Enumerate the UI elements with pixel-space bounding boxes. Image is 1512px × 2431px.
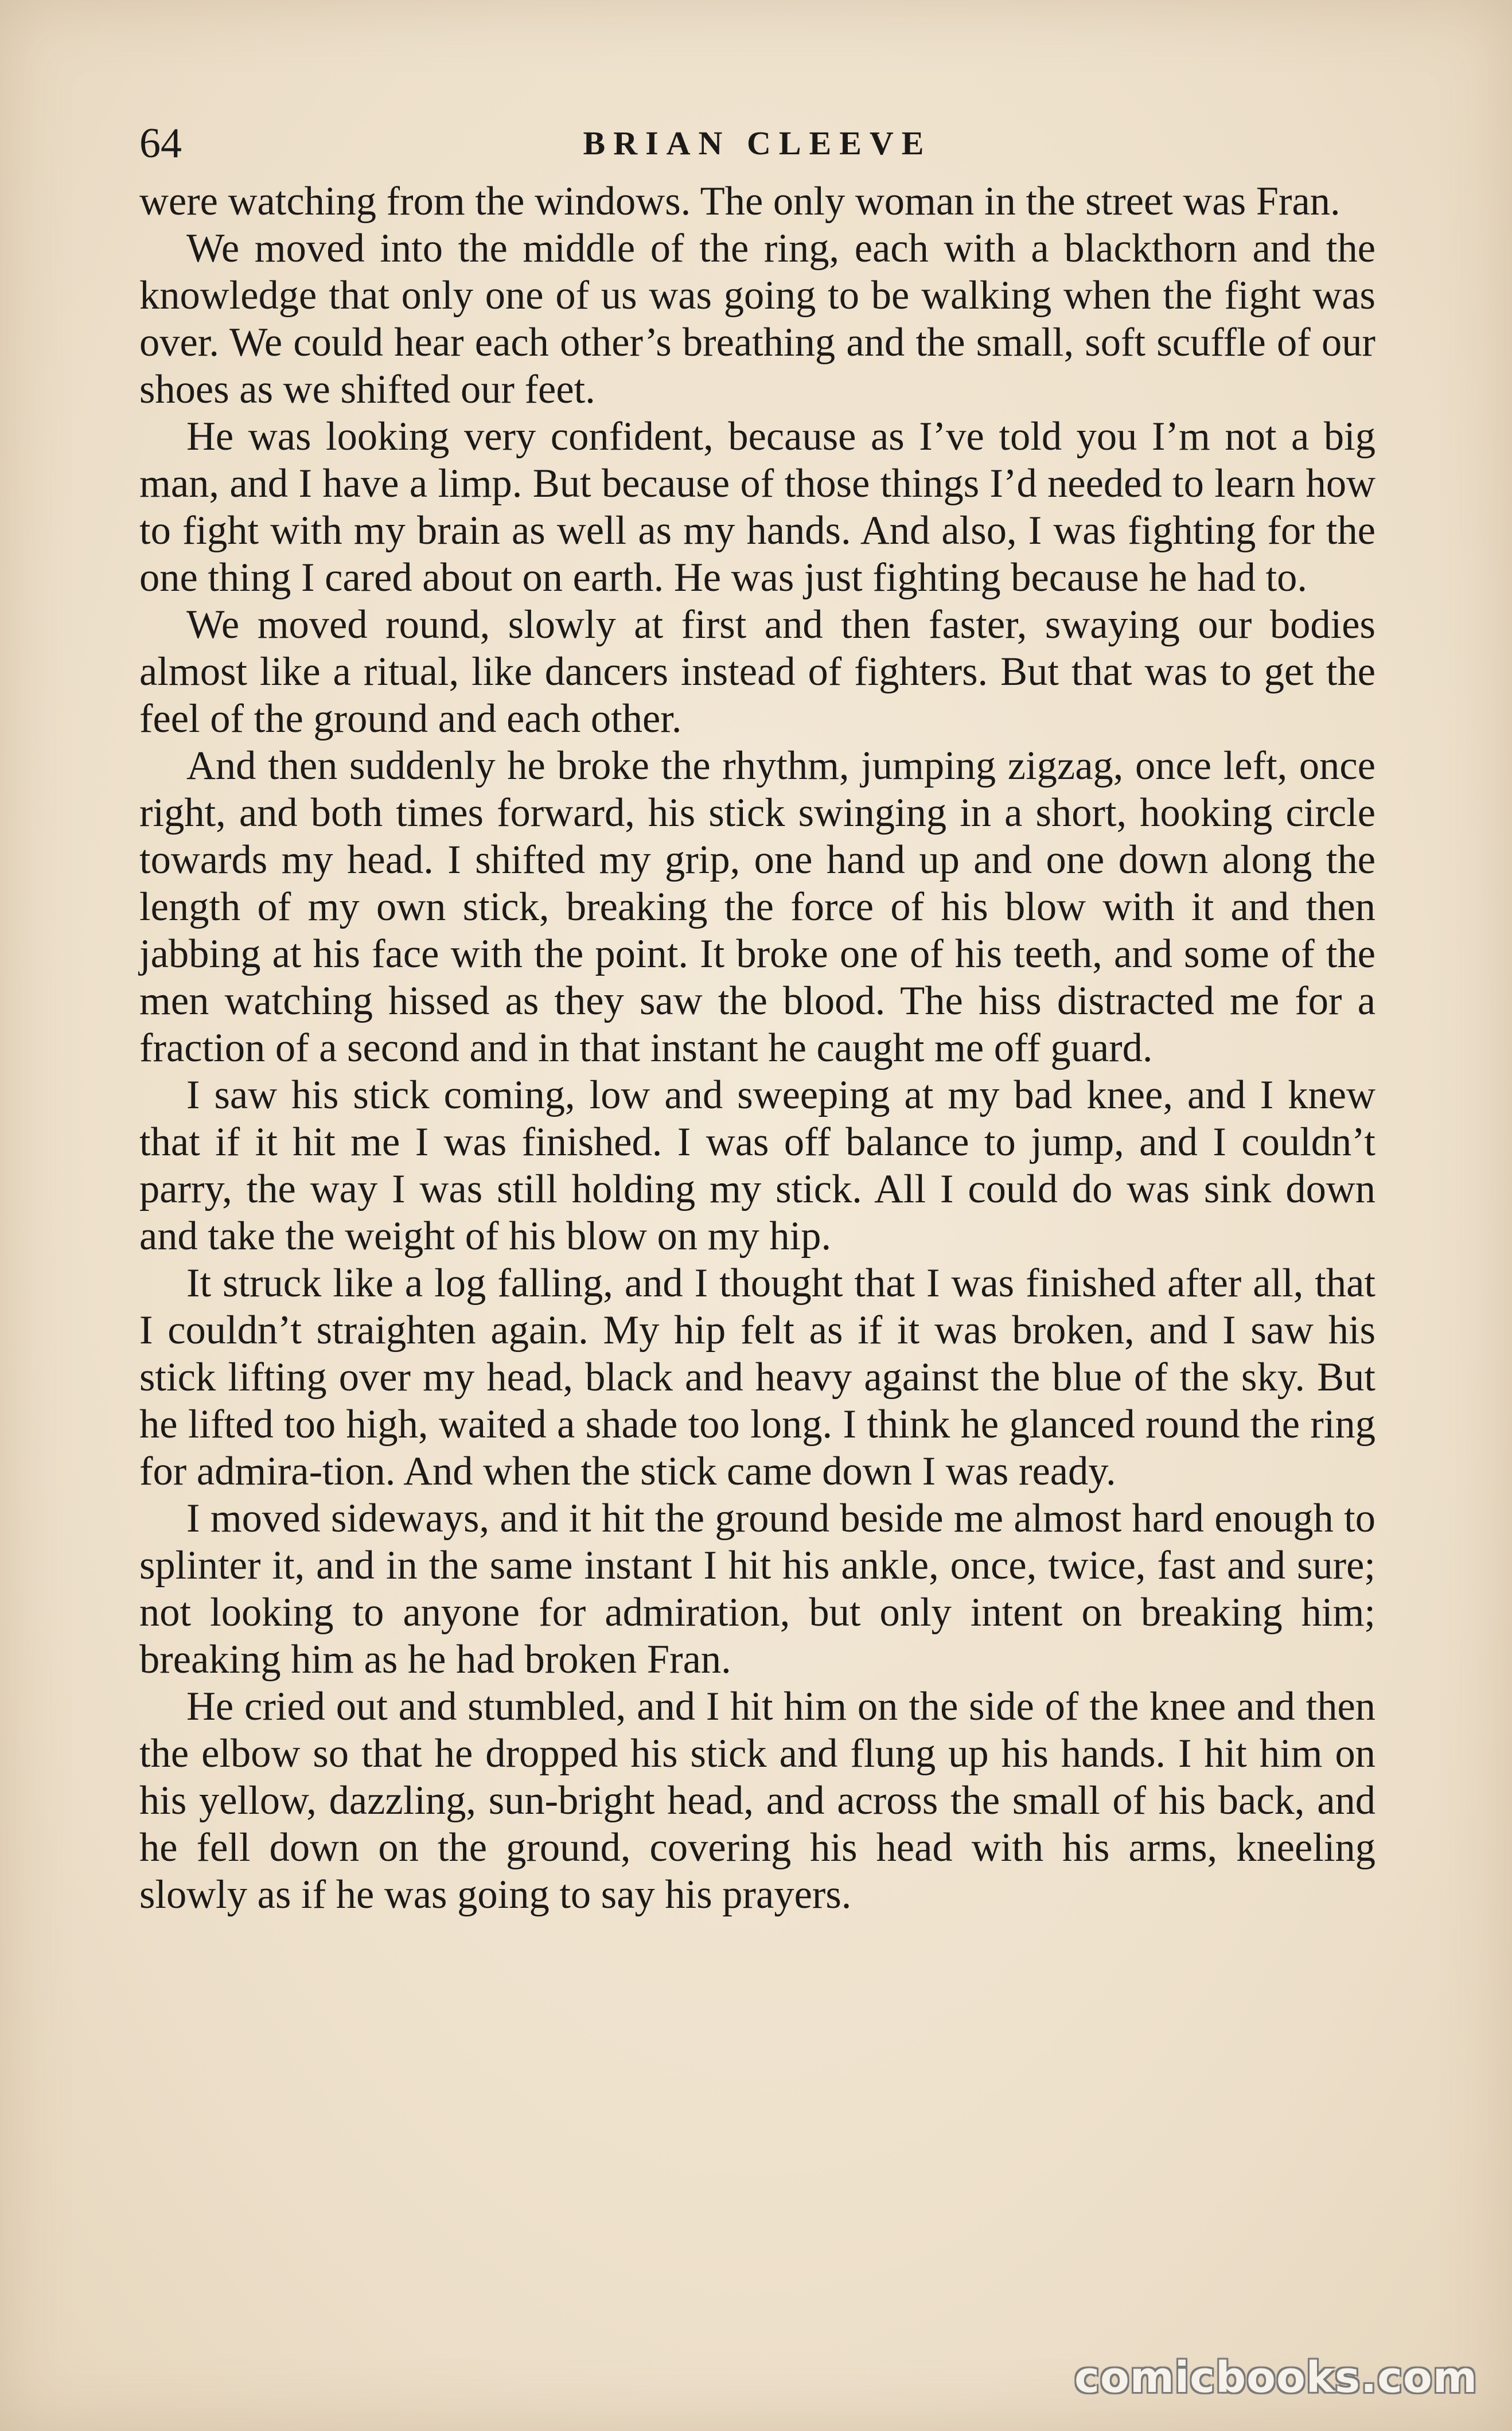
paragraph-1: were watching from the windows. The only woman in the street was Fran. [139, 179, 1340, 224]
paragraph-9: He cried out and stumbled, and I hit him on the side of the knee and then the elbow so that he dropped his stick and flung up his hands. I hit him on his yellow, dazzling, sun-bright head, and across the small of his back, and he fell down on the ground, covering his head with his arms, kneeling slowly as if he was going to say his prayers. [139, 1684, 1375, 1917]
running-head: BRIAN CLEEVE [583, 124, 932, 162]
paragraph-8: I moved sideways, and it hit the ground beside me almost hard enough to splinter it, and in the same instant I hit his ankle, once, twice, fast and sure; not looking to anyone for admiration, but only intent on breaking him; breaking him as he had broken Fran. [139, 1496, 1375, 1682]
paragraph-7: It struck like a log falling, and I thought that I was finished after all, that I couldn’t straighten again. My hip felt as if it was broken, and I saw his stick lifting over my head, black and heavy against the blue of the sky. But he lifted too high, waited a shade too long. I think he glanced round the ring for admira-tion. And when the stick came down I was ready. [139, 1261, 1375, 1494]
page-number: 64 [139, 120, 182, 167]
paragraph-5: And then suddenly he broke the rhythm, jumping zigzag, once left, once right, and both times forward, his stick swinging in a short, hooking circle towards my head. I shifted my grip, one hand up and one down along the length of my own stick, breaking the force of his blow with it and then jabbing at his face with the point. It broke one of his teeth, and some of the men watching hissed as they saw the blood. The hiss distracted me for a fraction of a second and in that instant he caught me off guard. [139, 743, 1375, 1070]
watermark: comicbooks.com [1074, 2353, 1478, 2402]
paragraph-3: He was looking very confident, because as I’ve told you I’m not a big man, and I have a limp. But because of those things I’d needed to learn how to fight with my brain as well as my hands. And also, I was fighting for the one thing I cared about on earth. He was just fighting because he had to. [139, 414, 1375, 600]
paragraph-6: I saw his stick coming, low and sweeping at my bad knee, and I knew that if it hit me I was finished. I was off balance to jump, and I couldn’t parry, the way I was still holding my stick. All I could do was sink down and take the weight of his blow on my hip. [139, 1073, 1375, 1259]
page-header [139, 118, 1375, 169]
paragraph-2: We moved into the middle of the ring, each with a blackthorn and the knowledge that only one of us was going to be walking when the fight was over. We could hear each other’s breathing and the small, soft scuffle of our shoes as we shifted our feet. [139, 226, 1375, 412]
body-text [139, 178, 1375, 1918]
paragraph-4: We moved round, slowly at first and then faster, swaying our bodies almost like a ritual, like dancers instead of fighters. But that was to get the feel of the ground and each other. [139, 602, 1375, 741]
